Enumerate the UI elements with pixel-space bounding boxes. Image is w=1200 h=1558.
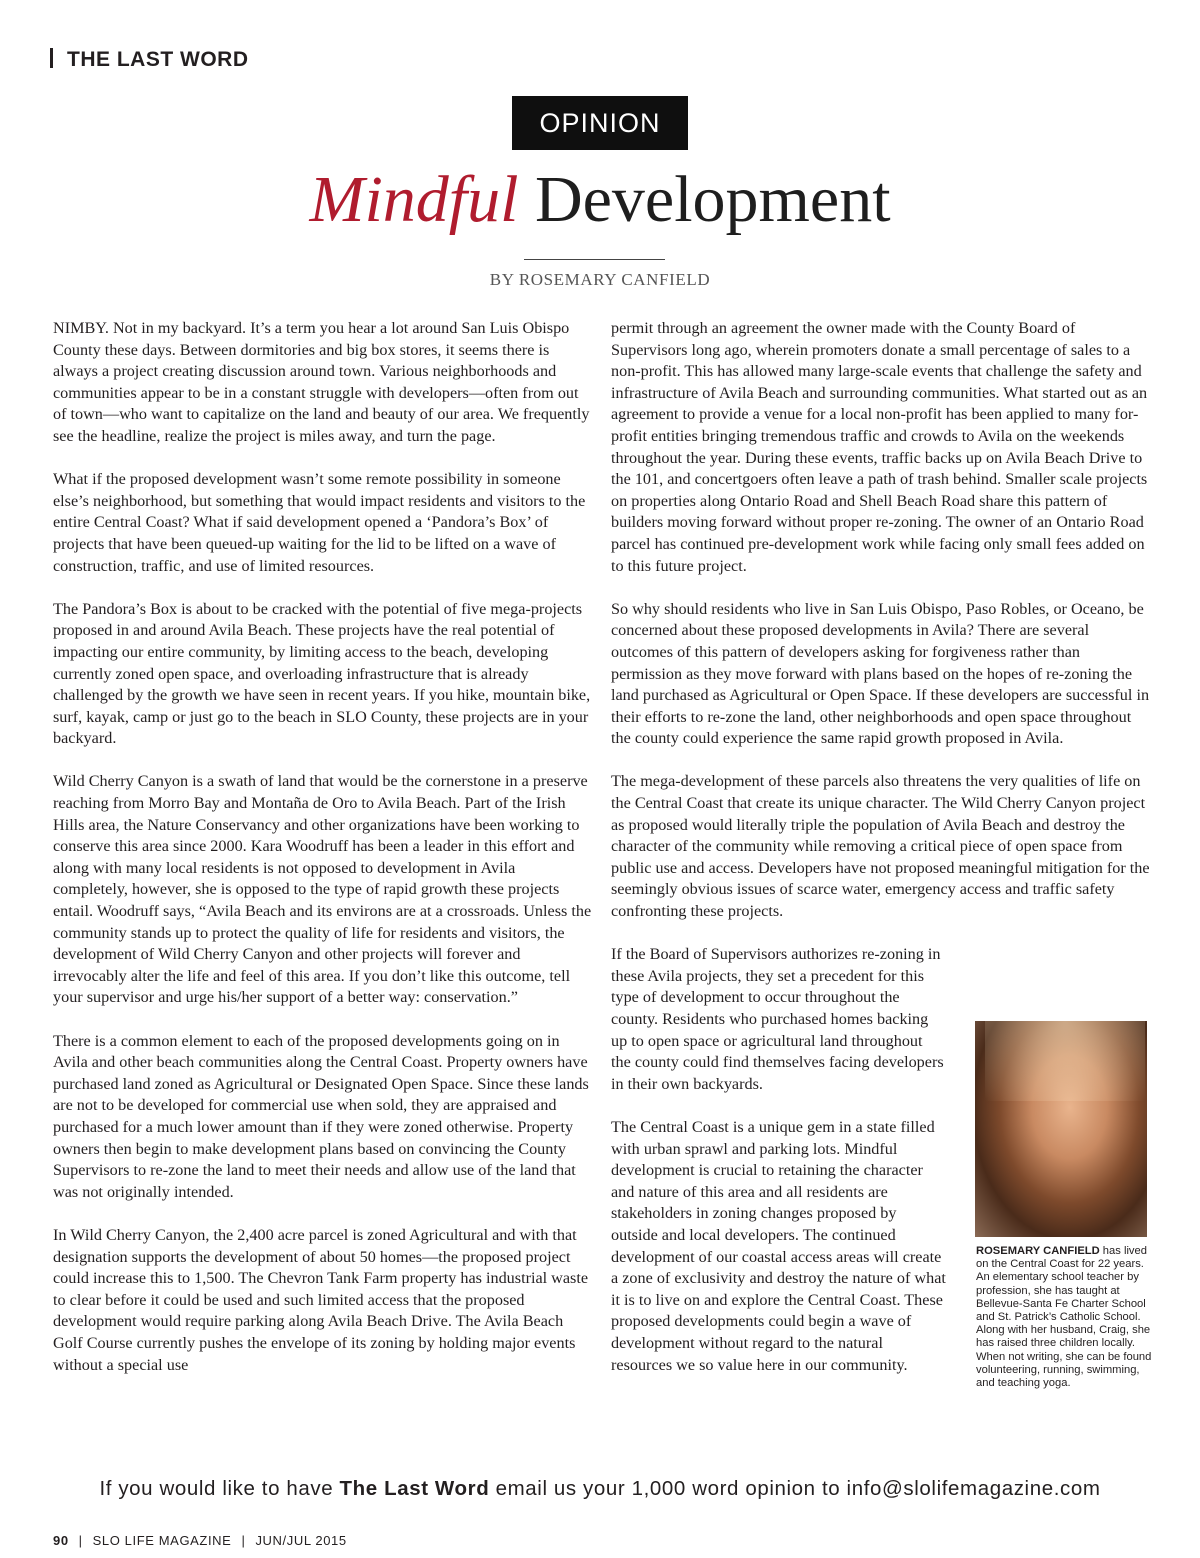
paragraph: The mega-development of these parcels also threatens the very qualities of life on the Central Coast that create its unique character. The Wild Cherry Canyon project as proposed would literally triple the population of Avila Beach and destroy the character of the community while removing a critical piece of open space from public use and access. Developers have not proposed meaningful mitigation for the seemingly obvious issues of scarce water, emergency access and traffic safety confronting these projects. — [611, 772, 1150, 921]
paragraph: There is a common element to each of the proposed developments going on in Avila and other beach communities along the Central Coast. Property owners have purchased land zoned as Agricultural or Designated Open Space. Since these lands are not to be developed for commercial use when sold, they are appraised and purchased for a much lower amount than if they were zoned otherwise. Property owners then begin to make development plans based on convincing the County Supervisors to re-zone the land to meet their needs and allow use of the land that was not originally intended. — [53, 1031, 589, 1201]
title-accent: Mindful — [309, 163, 519, 236]
author-bio-text: has lived on the Central Coast for 22 years. An elementary school teacher by profession, she has taught at Bellevue-Santa Fe Charter School and St. Patrick’s Catholic School. Along with her husband, Craig, she has raised three children locally. When not writing, she can be found volunteering, running, swimming, and teaching yoga. — [976, 1245, 1152, 1390]
paragraph: The Central Coast is a unique gem in a state filled with urban sprawl and parking lots. Mindful development is crucial to retaining the character and nature of this area and all residents are stakeholders in zoning changes proposed by outside and local developers. The continued development of our coastal access areas will create a zone of exclusivity and destroy the nature of what it is to live on and explore the Central Coast. These proposed developments could begin a wave of development without regard to the natural resources we so value here in our community. — [611, 1117, 946, 1374]
paragraph: permit through an agreement the owner made with the County Board of Supervisors long ago, wherein promoters donate a small percentage of sales to a non-profit. This has allowed many large-scale events that challenge the safety and infrastructure of Avila Beach and surrounding communities. What started out as an agreement to provide a venue for a local non-profit has been applied to many for-profit entities bringing tremendous traffic and crowds to Avila on the weekends throughout the year. During these events, traffic backs up on Avila Beach Drive to the 101, and concertgoers often leave a path of trash behind. Smaller scale projects on properties along Ontario Road and Shell Beach Road share this pattern of builders moving forward without proper re-zoning. The owner of an Ontario Road parcel has continued pre-development work while facing only small fees added on to this future project. — [611, 319, 1148, 575]
opinion-badge: OPINION — [512, 96, 688, 150]
paragraph: NIMBY. Not in my backyard. It’s a term you hear a lot around San Luis Obispo County these days. Between dormitories and big box stores, it seems there is always a project creating discussion around town. Various neighborhoods and communities appear to be in a constant struggle with developers—often from out of town—who want to capitalize on the land and beauty of our area. We frequently see the headline, realize the project is miles away, and turn the page. — [53, 319, 590, 445]
paragraph: Wild Cherry Canyon is a swath of land that would be the cornerstone in a preserve reaching from Morro Bay and Montaña de Oro to Avila Beach. Part of the Irish Hills area, the Nature Conservancy and other organizations have been working to conserve this area since 2000. Kara Woodruff has been a leader in this effort and along with many local residents is not opposed to development in Avila completely, however, she is opposed to the type of rapid growth these projects entail. Woodruff says, “Avila Beach and its environs are at a crossroads. Unless the community stands up to protect the quality of life for residents and visitors, the development of Wild Cherry Canyon and other projects will forever and irrevocably alter the life and feel of this area. If you don’t like this outcome, tell your supervisor and urge his/her support of a better way: conservation.” — [53, 772, 592, 1007]
byline: BY ROSEMARY CANFIELD — [489, 270, 711, 289]
article-title — [0, 160, 1200, 240]
footer-divider: | — [241, 1533, 246, 1548]
author-name: ROSEMARY CANFIELD — [976, 1245, 1100, 1257]
page-number: 90 — [53, 1533, 69, 1548]
title-rest: Development — [518, 163, 891, 236]
paragraph: So why should residents who live in San Luis Obispo, Paso Robles, or Oceano, be concerned about these proposed developments in Avila? There are several outcomes of this pattern of developers asking for forgiveness rather than permission as they move forward with plans based on the hopes of re-zoning the land purchased as Agricultural or Open Space. If these developers are successful in their efforts to re-zone the land, other neighborhoods and open space throughout the county could experience the same rapid growth proposed in Avila. — [611, 599, 1150, 748]
callout-email-text: email us your 1,000 word opinion to info@slolifemagazine.com — [489, 1477, 1101, 1500]
footer-divider: | — [78, 1533, 83, 1548]
callout-bold: The Last Word — [339, 1477, 490, 1500]
paragraph: If the Board of Supervisors authorizes re-zoning in these Avila projects, they set a precedent for this type of development to occur throughout the county. Residents who purchased homes backing up to open space or agricultural land throughout the county could find themselves facing developers in their own backyards. — [611, 945, 944, 1093]
submission-callout — [0, 1477, 1200, 1501]
paragraph: In Wild Cherry Canyon, the 2,400 acre parcel is zoned Agricultural and with that designation supports the development of about 50 homes—the proposed project could increase this to 1,500. The Chevron Tank Farm property has industrial waste to clear before it could be used and such limited access that the proposed development would require parking along Avila Beach Drive. The Avila Beach Golf Course currently pushes the envelope of its zoning by holding major events without a special use — [53, 1225, 589, 1374]
issue-date: JUN/JUL 2015 — [255, 1533, 347, 1548]
paragraph: The Pandora’s Box is about to be cracked with the potential of five mega-projects proposed in and around Avila Beach. These projects have the real potential of impacting our entire community, by limiting access to the beach, developing currently zoned open space, and overloading infrastructure that is already challenged by the growth we have seen in recent years. If you hike, mountain bike, surf, kayak, camp or just go to the beach in SLO County, these projects are in your backyard. — [53, 599, 591, 748]
author-photo — [975, 1021, 1147, 1237]
callout-text: If you would like to have — [99, 1477, 340, 1500]
section-label — [50, 48, 248, 72]
paragraph: What if the proposed development wasn’t some remote possibility in someone else’s neighborhood, but something that would impact residents and visitors to the entire Central Coast? What if said development opened a ‘Pandora’s Box’ of projects that have been queued-up waiting for the lid to be lifted on a wave of construction, traffic, and use of limited resources. — [53, 470, 586, 575]
section-bar — [50, 48, 53, 68]
article-column-left — [53, 318, 593, 1398]
section-name: THE LAST WORD — [67, 48, 249, 71]
magazine-name: SLO LIFE MAGAZINE — [92, 1533, 232, 1548]
title-rule — [524, 259, 665, 260]
page-footer — [53, 1533, 347, 1548]
author-bio — [976, 1245, 1154, 1390]
